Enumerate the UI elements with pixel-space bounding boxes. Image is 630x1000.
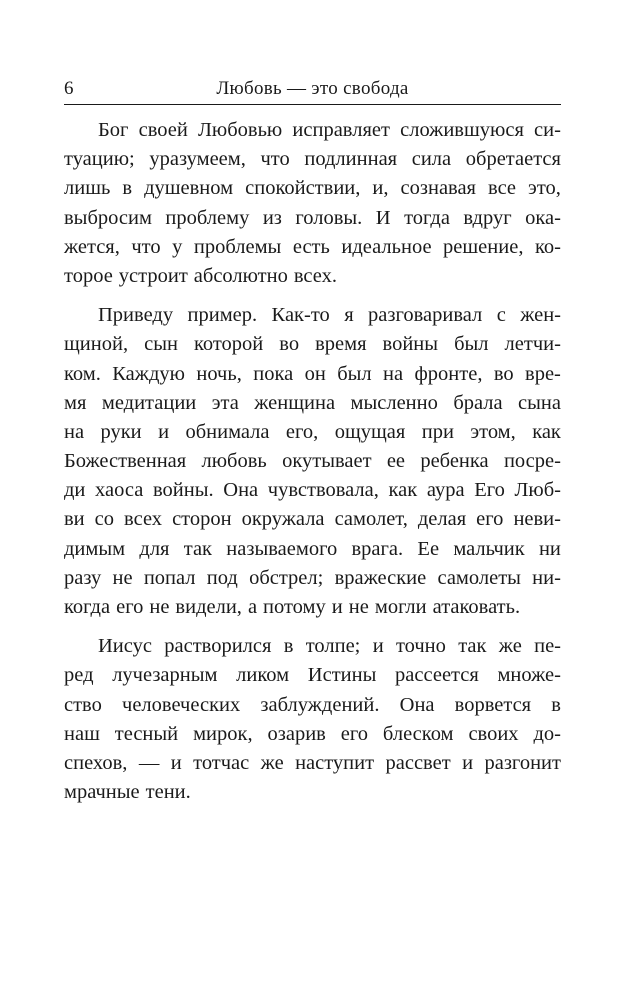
text-line: на руки и обнимала его, ощущая при этом, как [64, 420, 561, 443]
header-rule [64, 104, 561, 105]
text-line: спехов, — и тотчас же наступит рассвет и разгонит [64, 751, 561, 774]
paragraph [64, 632, 561, 807]
text-line: ком. Каждую ночь, пока он был на фронте, во вре- [64, 362, 561, 385]
text-line: наш тесный мирок, озарив его блеском своих до- [64, 722, 561, 745]
text-line: Божественная любовь окутывает ее ребенка посре- [64, 450, 561, 473]
running-header [64, 74, 561, 104]
text-line: выбросим проблему из головы. И тогда вдруг ока- [64, 206, 561, 229]
book-page [64, 74, 561, 807]
text-line: димым для так называемого врага. Ее мальчик ни [64, 537, 561, 560]
running-title: Любовь — это свобода [216, 78, 409, 99]
text-line: ди хаоса войны. Она чувствовала, как аура Его Люб- [64, 479, 561, 502]
text-line: жется, что у проблемы есть идеальное решение, ко- [64, 235, 561, 258]
text-line: Иисус растворился в толпе; и точно так же пе- [98, 635, 561, 658]
text-line: ред лучезарным ликом Истины рассеется множе- [64, 664, 561, 687]
paragraph [64, 301, 561, 622]
text-line: когда его не видели, а потому и не могли атаковать. [64, 596, 521, 618]
page-number: 6 [64, 78, 74, 99]
text-line: ви со всех сторон окружала самолет, делая его неви- [64, 508, 561, 531]
text-line: Бог своей Любовью исправляет сложившуюся си- [98, 119, 561, 141]
paragraph [64, 116, 561, 291]
text-line: лишь в душевном спокойствии, и, сознавая все это, [64, 177, 561, 200]
text-line: мрачные тени. [64, 781, 191, 804]
text-line: Приведу пример. Как-то я разговаривал с жен- [98, 304, 561, 327]
text-line: туацию; уразумеем, что подлинная сила обретается [64, 148, 561, 171]
text-line: ство человеческих заблуждений. Она ворвется в [64, 693, 561, 716]
text-line: торое устроит абсолютно всех. [64, 264, 337, 287]
body-text [64, 116, 561, 807]
text-line: щиной, сын которой во время войны был летчи- [64, 333, 561, 356]
text-line: мя медитации эта женщина мысленно брала сына [64, 391, 561, 414]
text-line: разу не попал под обстрел; вражеские самолеты ни- [64, 566, 561, 589]
